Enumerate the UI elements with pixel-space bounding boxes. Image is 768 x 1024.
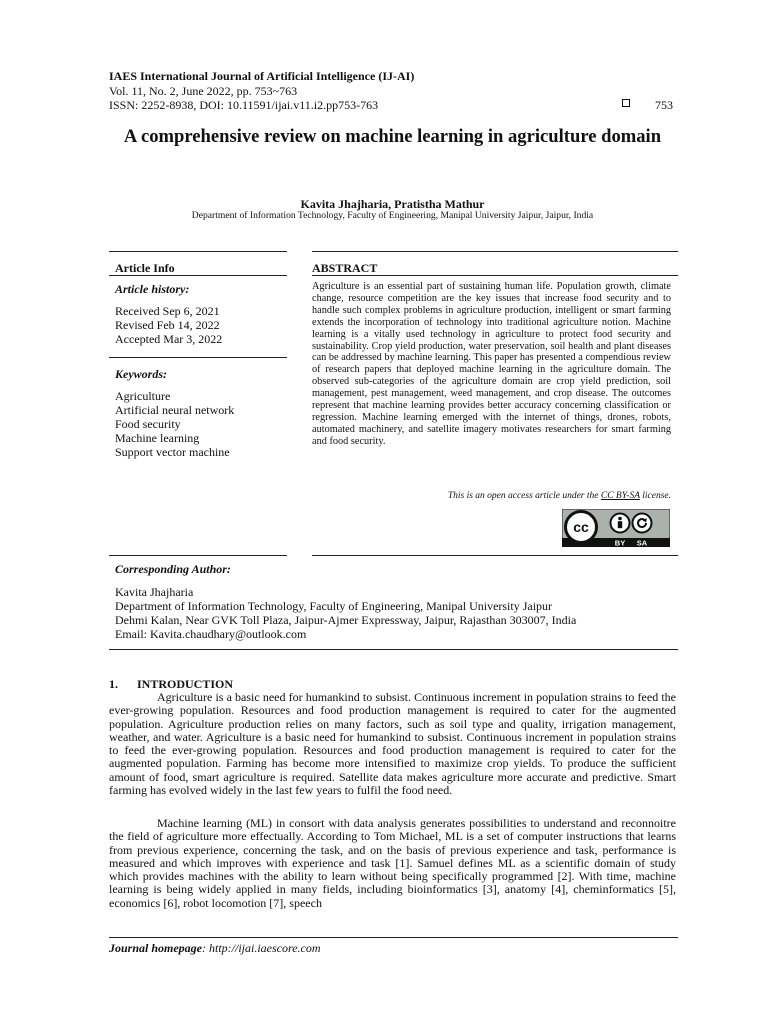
keyword-item: Support vector machine [115,445,230,459]
cc-by-sa-link[interactable]: CC BY-SA [600,491,640,501]
corresponding-email[interactable]: Email: Kavita.chaudhary@outlook.com [115,627,307,641]
keyword-item: Agriculture [115,389,171,403]
paragraph-2-text: Machine learning (ML) in consort with data analysis generates possibilities to understand and reconnoitre the field of agriculture more effectually. According to Tom Michael, ML is a set of computer instructions that learns from previous experience, concerning the task, and on the basis of previous experience and task, performance is measured and which improves with experience and task [1]. Samuel defines ML as a scientific domain of study which provides machines with the ability to learn without being specifically programmed [2]. With time, machine learning is being widely applied in many fields, including bioinformatics [3], anatomy [4], cheminformatics [5], economics [6], robot locomotion [7], speech [109,816,676,910]
by-label: BY [614,538,626,547]
article-info-bottom-rule [109,555,287,556]
journal-homepage-label: Journal homepage [109,941,203,955]
journal-name: IAES International Journal of Artificial Intelligence (IJ-AI) [109,69,415,83]
footer-rule [109,937,678,938]
article-info-heading: Article Info [115,261,175,275]
introduction-paragraph-1 [109,691,676,797]
license-suffix: license. [639,491,671,501]
introduction-paragraph-2 [109,817,676,910]
article-history-heading: Article history: [115,282,190,296]
abstract-top-rule [312,251,678,252]
paragraph-1-text: Agriculture is a basic need for humankind to subsist. Continuous increment in population strains to feed the ever-growing population. Resources and food production management is required to cater for the augmented population. Agriculture production relies on many factors, such as soil type and quality, irrigation management, weather, and water. Agriculture is a basic need for humankind to subsist. Continuous increment in population strains to feed the ever-growing population. Resources and food production management is required to cater for the augmented population. Farming has become more intensified to maximize crop yields. To produce the sufficient amount of food, smart agriculture is required. Satellite data makes agriculture more accurate and predictive. Smart farming has evolved widely in the last few years to fulfil the food need. [109,690,676,798]
license-prefix: This is an open access article under the [447,491,601,501]
abstract-heading: ABSTRACT [312,261,378,275]
corresponding-author-heading: Corresponding Author: [115,562,231,576]
corresponding-bottom-rule [109,649,678,650]
corresponding-address: Dehmi Kalan, Near GVK Toll Plaza, Jaipur-Ajmer Expressway, Jaipur, Rajasthan 303007, India [115,613,577,627]
keyword-item: Food security [115,417,181,431]
keywords-rule [109,357,287,358]
keyword-item: Artificial neural network [115,403,235,417]
abstract-bottom-rule [312,555,678,556]
authors: Kavita Jhajharia, Pratistha Mathur [300,197,485,211]
corresponding-dept: Department of Information Technology, Faculty of Engineering, Manipal University Jaipur [115,599,553,613]
accepted-date: Accepted Mar 3, 2022 [115,332,223,346]
paper-title: A comprehensive review on machine learning in agriculture domain [123,126,662,147]
cc-mark-text: cc [573,519,589,535]
article-info-top-rule [109,251,287,252]
affiliation: Department of Information Technology, Faculty of Engineering, Manipal University Jaipur, Jaipur, India [191,210,594,221]
abstract-sub-rule [312,275,678,276]
volume-info: Vol. 11, No. 2, June 2022, pp. 753~763 [109,84,298,98]
corresponding-name: Kavita Jhajharia [115,585,194,599]
revised-date: Revised Feb 14, 2022 [115,318,220,332]
keywords-heading: Keywords: [115,367,167,381]
square-icon [622,99,630,107]
section-number: 1. [109,677,118,691]
issn-doi: ISSN: 2252-8938, DOI: 10.11591/ijai.v11.i2.pp753-763 [109,98,379,112]
footer [109,941,321,956]
footer-separator: : [202,941,210,955]
open-access-statement [448,491,671,501]
keyword-item: Machine learning [115,431,200,445]
journal-homepage-link[interactable]: http://ijai.iaescore.com [209,941,321,955]
page-number: 753 [655,98,673,112]
abstract-text: Agriculture is an essential part of sustaining human life. Population growth, climate change, resource competition are the key issues that increase food security and to handle such complex problems in agriculture production, intelligent or smart farming extends the incorporation of technology into traditional agriculture notion. Machine learning is a vitally used technology in agriculture to protect food security and sustainability. Crop yield production, water preservation, soil health and plant diseases can be addressed by machine learning. This paper has presented a compendious review of research papers that deployed machine learning in the agriculture domain. The observed sub-categories of the agriculture domain are crop yield prediction, soil management, pest management, weed management, and crop disease. The outcomes represent that machine learning provides better accuracy concerning classification or regression. Machine learning emerged with the internet of things, drones, robots, automated machinery, and satellite imagery motivates researchers for smart farming and food security. [312,281,671,447]
cc-by-sa-badge-icon[interactable] [562,509,670,547]
received-date: Received Sep 6, 2021 [115,304,220,318]
introduction-heading: INTRODUCTION [137,677,234,691]
sa-label: SA [636,538,648,547]
article-info-sub-rule [109,275,287,276]
